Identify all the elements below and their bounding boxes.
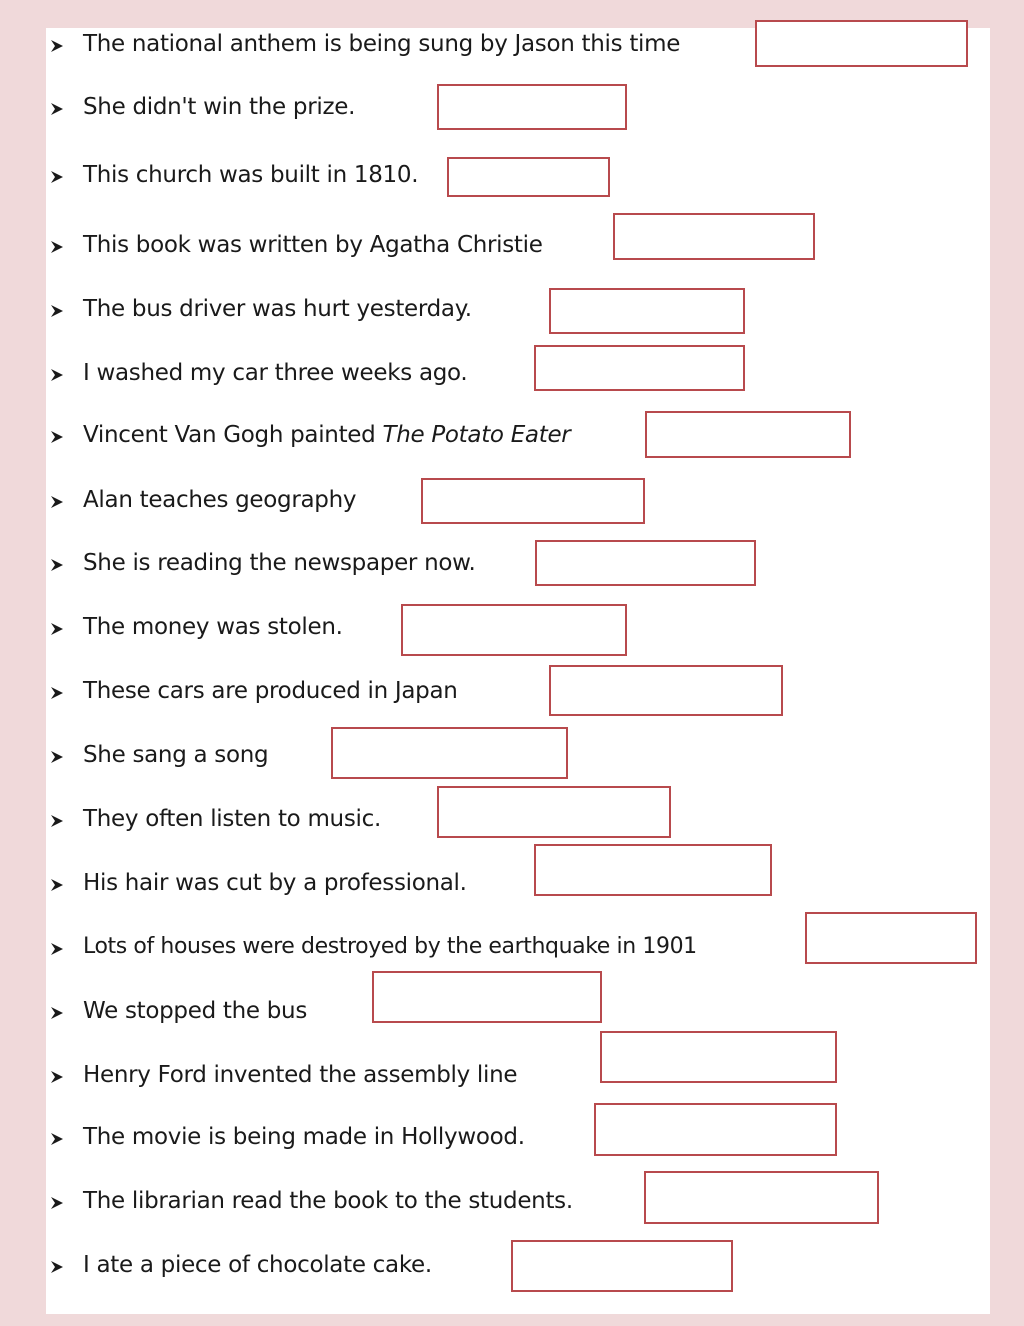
arrow-bullet-icon [50, 1066, 72, 1088]
sentence-text: I ate a piece of chocolate cake. [83, 1252, 432, 1278]
sentence-text: The national anthem is being sung by Jason this time [83, 31, 681, 57]
worksheet-page [46, 28, 990, 1314]
answer-box[interactable] [594, 1103, 837, 1156]
arrow-bullet-icon [50, 236, 72, 258]
arrow-bullet-icon [50, 618, 72, 640]
sentence-text-plain: Vincent Van Gogh painted [83, 422, 383, 448]
answer-box[interactable] [401, 604, 627, 656]
arrow-bullet-icon [50, 938, 72, 960]
arrow-bullet-icon [50, 426, 72, 448]
sentence-text: We stopped the bus [83, 998, 308, 1024]
sentence-text [83, 422, 570, 448]
sentence-text: She is reading the newspaper now. [83, 550, 476, 576]
sentence-text: These cars are produced in Japan [83, 678, 458, 704]
sentence-text: The bus driver was hurt yesterday. [83, 296, 472, 322]
answer-box[interactable] [534, 345, 745, 391]
arrow-bullet-icon [50, 98, 72, 120]
arrow-bullet-icon [50, 1192, 72, 1214]
answer-box[interactable] [805, 912, 977, 964]
sentence-text: His hair was cut by a professional. [83, 870, 467, 896]
sentence-text: They often listen to music. [83, 806, 381, 832]
sentence-text: The money was stolen. [83, 614, 343, 640]
answer-box[interactable] [447, 157, 610, 197]
sentence-text: The librarian read the book to the students. [83, 1188, 573, 1214]
answer-box[interactable] [755, 20, 968, 67]
arrow-bullet-icon [50, 1002, 72, 1024]
answer-box[interactable] [421, 478, 645, 524]
answer-box[interactable] [644, 1171, 879, 1224]
sentence-text: Henry Ford invented the assembly line [83, 1062, 518, 1088]
answer-box[interactable] [511, 1240, 733, 1292]
answer-box[interactable] [437, 84, 627, 130]
sentence-text: Alan teaches geography [83, 487, 357, 513]
arrow-bullet-icon [50, 1128, 72, 1150]
arrow-bullet-icon [50, 810, 72, 832]
answer-box[interactable] [600, 1031, 837, 1083]
arrow-bullet-icon [50, 682, 72, 704]
answer-box[interactable] [372, 971, 602, 1023]
arrow-bullet-icon [50, 166, 72, 188]
answer-box[interactable] [331, 727, 568, 779]
sentence-text: She sang a song [83, 742, 269, 768]
sentence-text: I washed my car three weeks ago. [83, 360, 468, 386]
arrow-bullet-icon [50, 874, 72, 896]
arrow-bullet-icon [50, 1256, 72, 1278]
answer-box[interactable] [437, 786, 671, 838]
arrow-bullet-icon [50, 35, 72, 57]
sentence-text: The movie is being made in Hollywood. [83, 1124, 525, 1150]
sentence-text: This book was written by Agatha Christie [83, 232, 543, 258]
painting-title: The Potato Eater [382, 422, 571, 448]
answer-box[interactable] [645, 411, 851, 458]
arrow-bullet-icon [50, 746, 72, 768]
arrow-bullet-icon [50, 554, 72, 576]
answer-box[interactable] [549, 665, 783, 716]
arrow-bullet-icon [50, 364, 72, 386]
answer-box[interactable] [613, 213, 815, 260]
sentence-text: She didn't win the prize. [83, 94, 356, 120]
sentence-text: This church was built in 1810. [83, 162, 419, 188]
answer-box[interactable] [549, 288, 745, 334]
arrow-bullet-icon [50, 491, 72, 513]
sentence-text: Lots of houses were destroyed by the earthquake in 1901 [83, 934, 697, 959]
answer-box[interactable] [535, 540, 756, 586]
arrow-bullet-icon [50, 300, 72, 322]
answer-box[interactable] [534, 844, 772, 896]
